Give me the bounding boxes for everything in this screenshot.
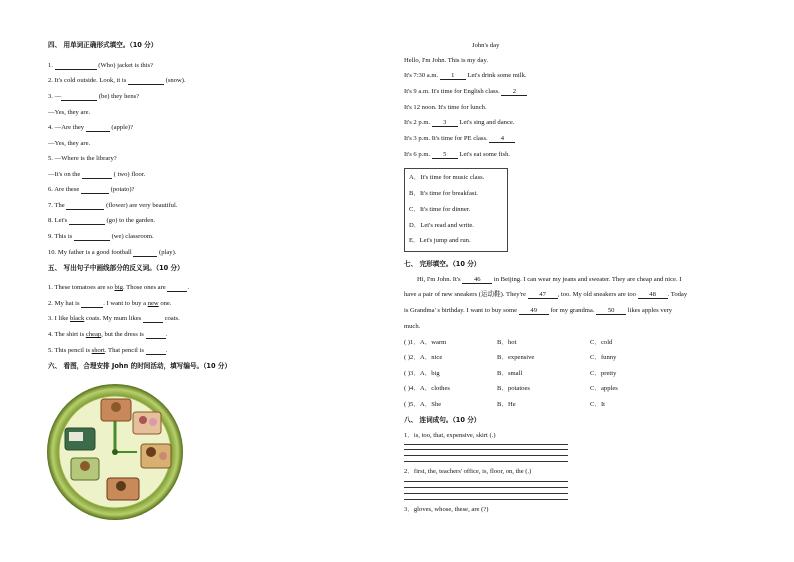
cloze-q3-a: ( )3．A．big: [404, 370, 440, 377]
s4-item-4: 4. —Are they (apple)?: [48, 124, 134, 131]
section-7-title: 七、 完形填空。（10 分）: [404, 260, 481, 268]
cloze-q5-b: B．He: [497, 401, 516, 408]
cloze-q1-c: C．cold: [590, 339, 613, 346]
cloze-q4-b: B．potatoes: [497, 385, 530, 392]
s4-item-3-answer: —Yes, they are.: [48, 109, 91, 116]
cloze-q2-b: B．expensive: [497, 354, 535, 361]
story-line-4: It's 12 noon. It's time for lunch.: [404, 104, 487, 111]
s4-item-6: 6. Are these (potato)?: [48, 186, 135, 193]
answer-line[interactable]: [404, 455, 568, 456]
s4-item-5-answer: —It's on the ( two) floor.: [48, 171, 146, 178]
story-line-6: It's 3 p.m. It's time for PE class. 4: [404, 135, 515, 143]
s4-item-1: 1. (Who) jacket is this?: [48, 62, 154, 69]
cloze-line-2: have a pair of new sneakers (运动鞋). They're 47 , too. My old sneakers are too 48 . Today: [404, 291, 688, 298]
cloze-q5-c: C．It: [590, 401, 606, 408]
story-line-3: It's 9 a.m. It's time for English class. 2: [404, 88, 527, 96]
s4-item-7: 7. The (flower) are very beautiful.: [48, 202, 178, 209]
s4-item-8: 8. Let's (go) to the garden.: [48, 217, 156, 224]
cloze-line-3: is Grandma' s birthday. I want to buy some 49 for my grandma. 50 likes apples very: [404, 307, 673, 314]
cloze-q3-c: C．pretty: [590, 370, 617, 377]
story-line-2: It's 7:30 a.m. 1 Let's drink some milk.: [404, 72, 527, 79]
section-6-title: 六、 看图，合理安排 John 的时间活动，填写编号。（10 分）: [48, 362, 232, 370]
s8-item-1: 1．is, too, that, expensive, skirt (.): [404, 432, 496, 439]
clock-center: [112, 449, 118, 455]
cloze-line-1: Hi, I'm John. It's 46 in Beijing. I can wear my jeans and sweater. They are cheap and nice. I: [417, 276, 682, 283]
s4-item-10: 10. My father is a good football (play).: [48, 249, 177, 256]
cloze-line-4: much.: [404, 323, 421, 330]
clock-activities-illustration: [45, 382, 185, 522]
s5-item-3: 3. I like black coats. My mum likes coats.: [48, 315, 180, 322]
s8-item-3: 3．gloves, whose, these, are (?): [404, 506, 489, 513]
s4-item-9: 9. This is (we) classroom.: [48, 233, 154, 240]
answer-line[interactable]: [404, 499, 568, 500]
option-a: A．It's time for music class.: [409, 174, 485, 181]
cloze-q1-a: ( )1．A．warm: [404, 339, 447, 346]
answer-line[interactable]: [404, 449, 568, 450]
section-4-title: 四、 用单词正确形式填空。（10 分）: [48, 41, 158, 49]
answer-line[interactable]: [404, 461, 568, 462]
section-5-title: 五、 写出句子中画线部分的反义词。（10 分）: [48, 264, 184, 272]
answer-line[interactable]: [404, 481, 568, 482]
s4-item-5: 5. —Where is the library?: [48, 155, 117, 162]
story-line-5: It's 2 p.m. 3 Let's sing and dance.: [404, 119, 515, 126]
s5-item-2: 2. My hat is . I want to buy a new one.: [48, 300, 172, 307]
cloze-q1-b: B．hot: [497, 339, 517, 346]
s4-item-2: 2. It's cold outside. Look, it is (snow).: [48, 77, 186, 84]
option-b: B．It's time for breakfast.: [409, 190, 478, 197]
cloze-q3-b: B．small: [497, 370, 523, 377]
story-title: John's day: [472, 42, 500, 49]
story-line-1: Hello, I'm John. This is my day.: [404, 57, 488, 64]
option-e: E．Let's jump and run.: [409, 237, 471, 244]
options-box: [404, 168, 508, 252]
cloze-q2-c: C．funny: [590, 354, 617, 361]
s4-item-4-answer: —Yes, they are.: [48, 140, 91, 147]
s8-item-2: 2．first, the, teachers' office, is, floor, on, the (.): [404, 468, 532, 475]
option-d: D．Let's read and write.: [409, 222, 474, 229]
s5-item-5: 5. This pencil is short. That pencil is .: [48, 347, 168, 354]
cloze-q2-a: ( )2．A．nice: [404, 354, 443, 361]
answer-line[interactable]: [404, 493, 568, 494]
answer-line[interactable]: [404, 487, 568, 488]
section-8-title: 八、 连词成句。（10 分）: [404, 416, 481, 424]
s4-item-3: 3. — (be) they hens?: [48, 93, 140, 100]
cloze-q5-a: ( )5．A．She: [404, 401, 442, 408]
cloze-q4-a: ( )4．A．clothes: [404, 385, 450, 392]
story-line-7: It's 6 p.m. 5 Let's eat some fish.: [404, 151, 511, 158]
s5-item-4: 4. The shirt is cheap, but the dress is .: [48, 331, 168, 338]
cloze-q4-c: C．apples: [590, 385, 618, 392]
s5-item-1: 1. These tomatoes are so big. Those ones are .: [48, 284, 190, 291]
option-c: C．It's time for dinner.: [409, 206, 471, 213]
answer-line[interactable]: [404, 444, 568, 445]
